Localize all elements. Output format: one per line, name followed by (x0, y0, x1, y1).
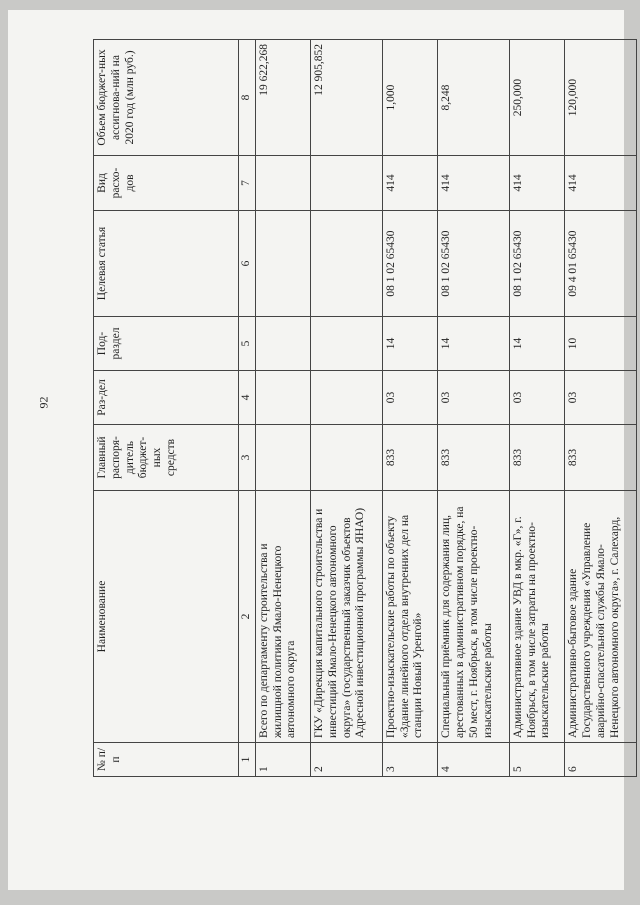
header-razdel: Раз-дел (94, 371, 239, 425)
cell-npp: 3 (382, 743, 437, 777)
cell-vid: 414 (382, 156, 437, 211)
cell-razdel: 03 (382, 371, 437, 425)
cell-obem: 12 905,852 (311, 40, 383, 156)
header-npp: № п/п (94, 743, 239, 777)
cell-npp: 1 (255, 743, 310, 777)
cell-grbs: 833 (509, 425, 564, 491)
header-obem: Объем бюджет-ных ассигнова-ний на 2020 год (млн руб.) (94, 40, 239, 156)
table-row (382, 40, 437, 777)
cell-grbs (311, 425, 383, 491)
cell-razdel (255, 371, 310, 425)
cell-obem: 19 622,268 (255, 40, 310, 156)
table-row (255, 40, 310, 777)
cell-podrazdel: 14 (509, 317, 564, 371)
table-row (311, 40, 383, 777)
cell-statya: 08 1 02 65430 (509, 211, 564, 317)
header-vid: Вид расхо-дов (94, 156, 239, 211)
cell-obem: 120,000 (565, 40, 637, 156)
col-number: 8 (239, 40, 256, 156)
cell-podrazdel: 14 (438, 317, 510, 371)
cell-name: Специальный приёмник для содержания лиц, арестованных в административном порядке, на 50 мест, г. Ноябрьск, в том числе проектно-изыскательские работы (438, 491, 510, 743)
header-row (94, 40, 239, 777)
cell-podrazdel: 14 (382, 317, 437, 371)
cell-statya (255, 211, 310, 317)
cell-razdel (311, 371, 383, 425)
cell-obem: 8,248 (438, 40, 510, 156)
cell-razdel: 03 (509, 371, 564, 425)
cell-podrazdel: 10 (565, 317, 637, 371)
table-row (565, 40, 637, 777)
cell-name: Проектно-изыскательские работы по объекту «Здание линейного отдела внутренних дел на станции Новый Уренгой» (382, 491, 437, 743)
cell-name: ГКУ «Дирекция капитального строительства и инвестиций Ямало-Ненецкого автономного округа» (государственный заказчик объектов Адресной инвестиционной программы ЯНАО) (311, 491, 383, 743)
column-number-row (239, 40, 256, 777)
cell-vid (311, 156, 383, 211)
document-page (8, 10, 624, 890)
cell-vid: 414 (509, 156, 564, 211)
budget-table (93, 39, 637, 777)
header-podrazdel: Под-раздел (94, 317, 239, 371)
col-number: 2 (239, 491, 256, 743)
cell-npp: 4 (438, 743, 510, 777)
header-statya: Целевая статья (94, 211, 239, 317)
table-row (438, 40, 510, 777)
cell-razdel: 03 (565, 371, 637, 425)
col-number: 6 (239, 211, 256, 317)
table-rotated-wrapper (93, 40, 637, 777)
cell-name: Всего по департаменту строительства и жилищной политики Ямало-Ненецкого автономного округа (255, 491, 310, 743)
cell-podrazdel (311, 317, 383, 371)
header-grbs: Главный распоря-дитель бюджет-ных средств (94, 425, 239, 491)
cell-statya: 09 4 01 65430 (565, 211, 637, 317)
cell-razdel: 03 (438, 371, 510, 425)
table-row (509, 40, 564, 777)
cell-podrazdel (255, 317, 310, 371)
cell-grbs: 833 (438, 425, 510, 491)
cell-grbs: 833 (382, 425, 437, 491)
page-number: 92 (36, 396, 51, 409)
cell-grbs: 833 (565, 425, 637, 491)
header-name: Наименование (94, 491, 239, 743)
cell-obem: 1,000 (382, 40, 437, 156)
cell-grbs (255, 425, 310, 491)
cell-npp: 6 (565, 743, 637, 777)
cell-statya (311, 211, 383, 317)
cell-statya: 08 1 02 65430 (438, 211, 510, 317)
cell-vid: 414 (565, 156, 637, 211)
col-number: 3 (239, 425, 256, 491)
cell-statya: 08 1 02 65430 (382, 211, 437, 317)
cell-vid: 414 (438, 156, 510, 211)
cell-name: Административно-бытовое здание Государственного учреждения «Управление аварийно-спасательной службы Ямало-Ненецкого автономного округа», г. Салехард, (565, 491, 637, 743)
cell-obem: 250,000 (509, 40, 564, 156)
cell-npp: 5 (509, 743, 564, 777)
cell-name: Административное здание УВД в мкр. «Г», г. Ноябрьск, в том числе затраты на проектно-изыскательские работы (509, 491, 564, 743)
cell-npp: 2 (311, 743, 383, 777)
col-number: 5 (239, 317, 256, 371)
col-number: 4 (239, 371, 256, 425)
cell-vid (255, 156, 310, 211)
col-number: 7 (239, 156, 256, 211)
col-number: 1 (239, 743, 256, 777)
